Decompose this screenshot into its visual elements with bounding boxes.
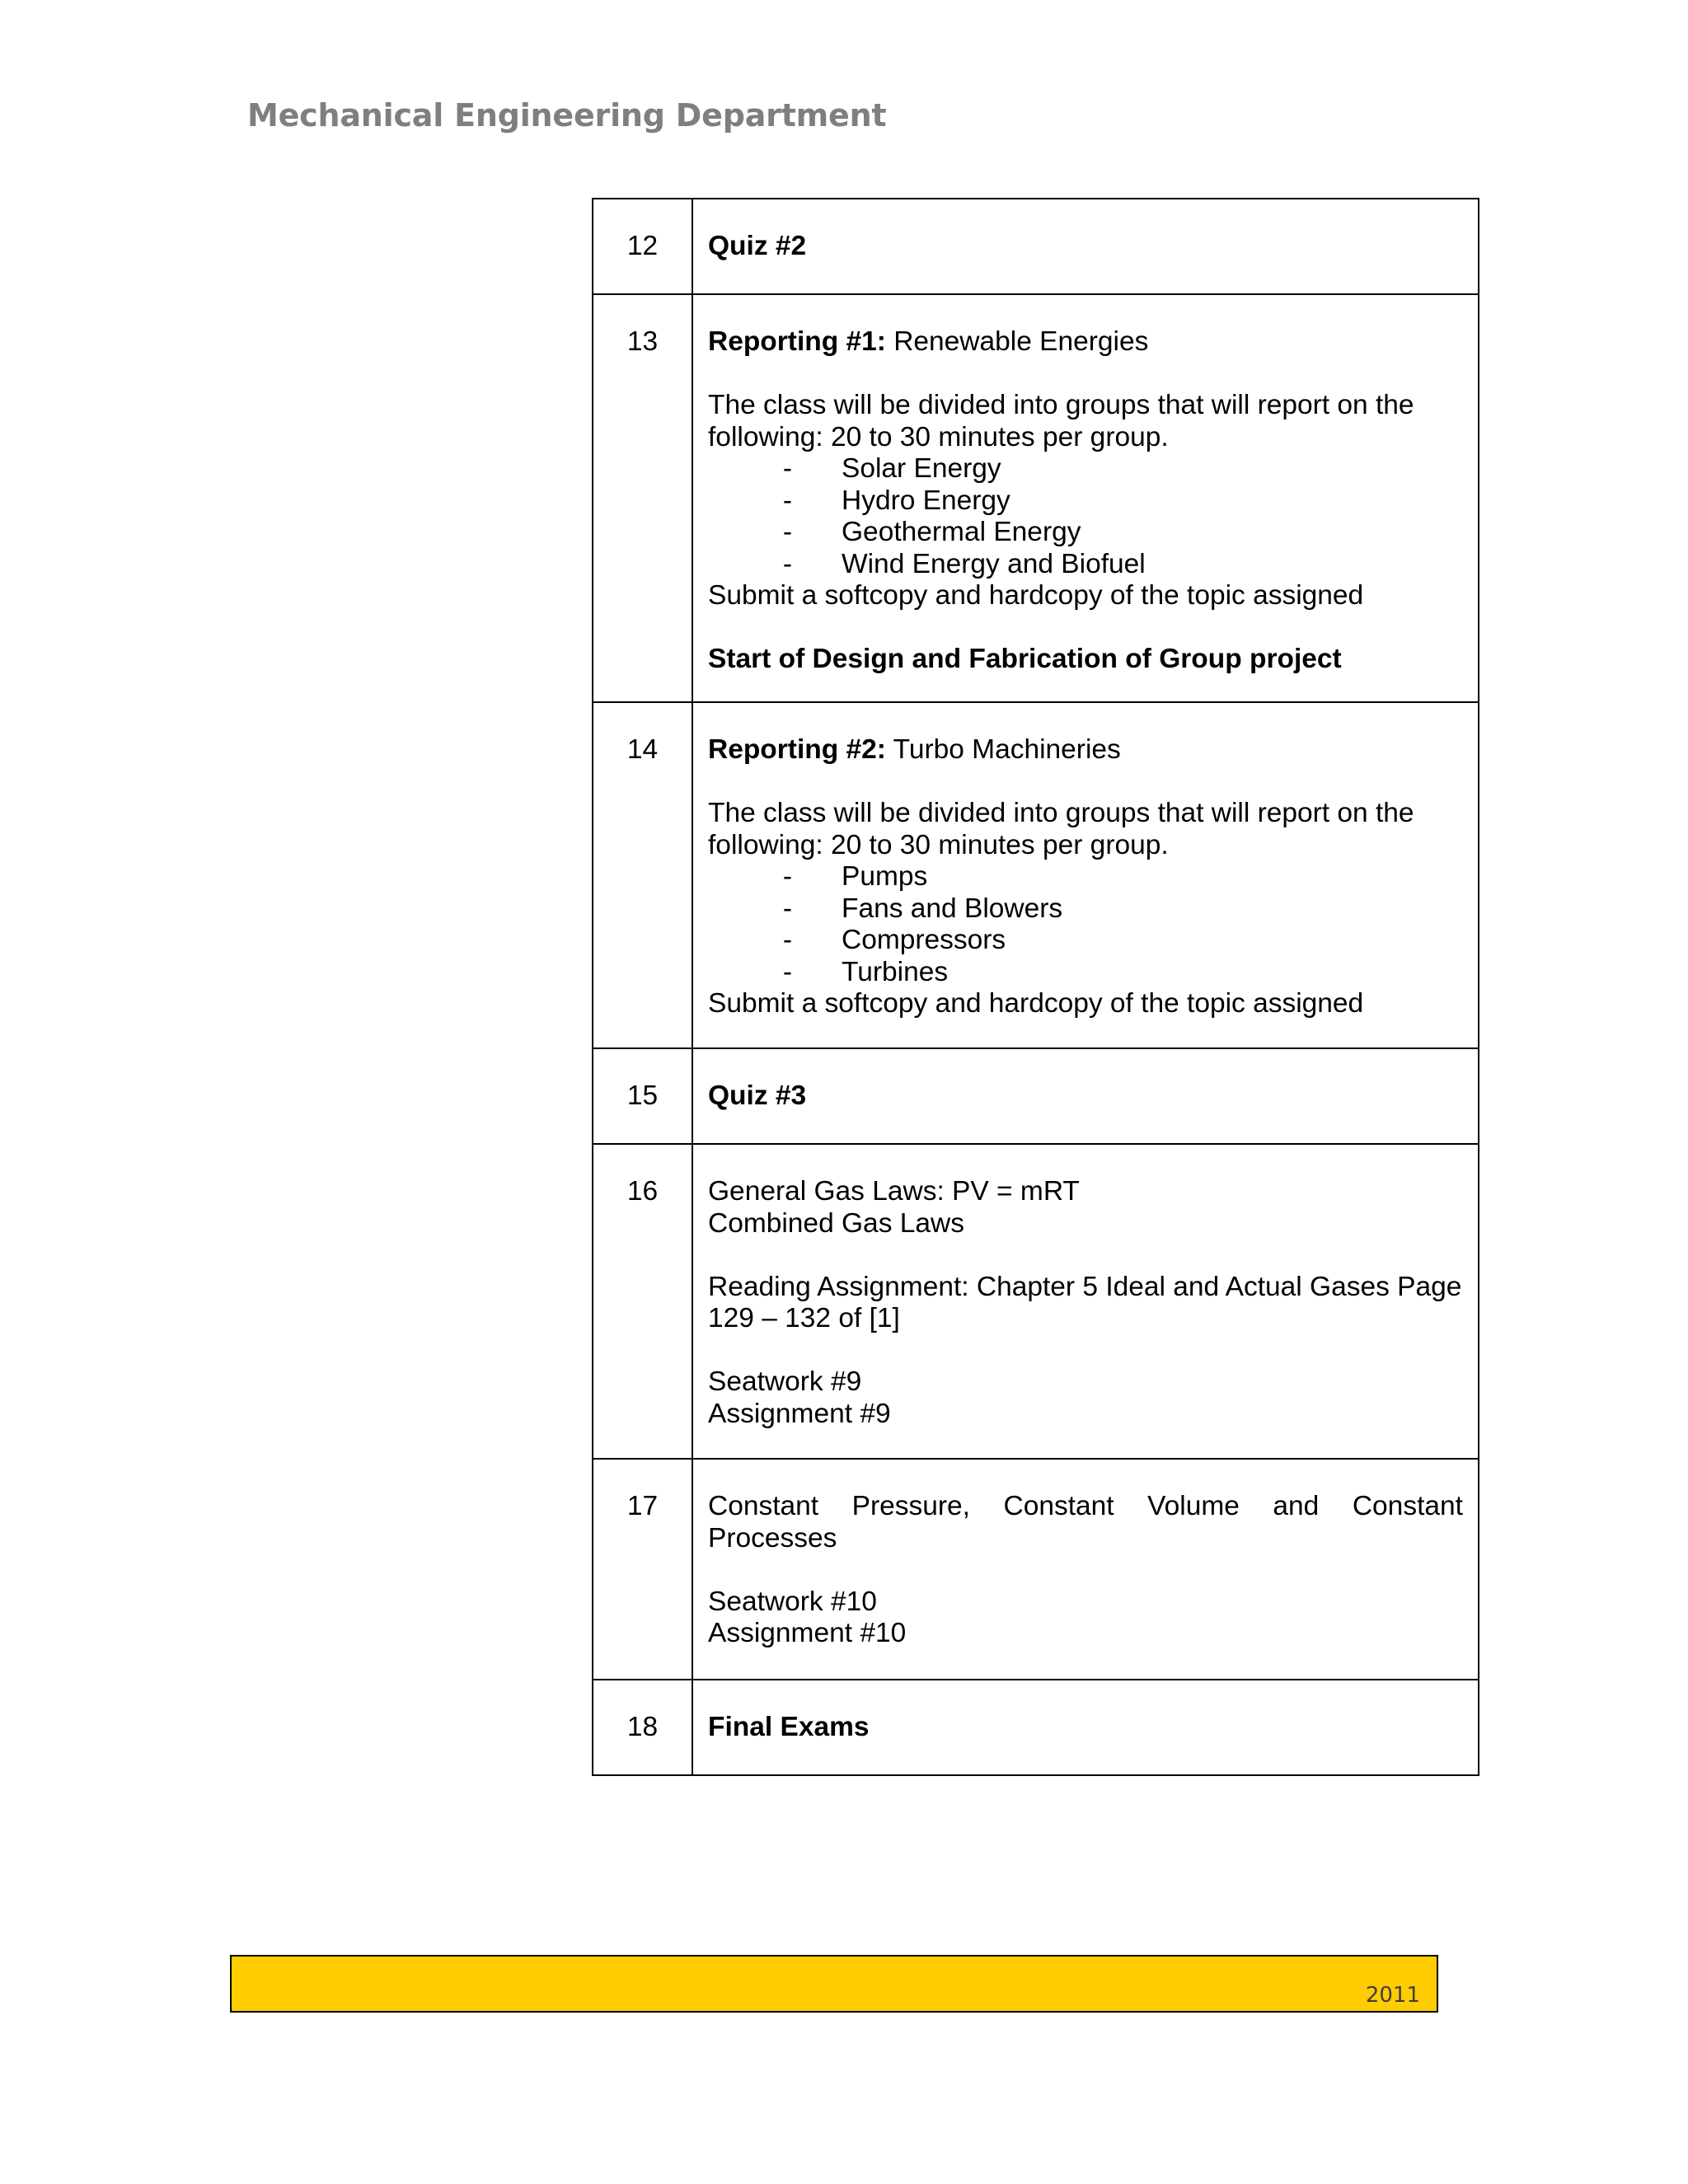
reporting-intro: following: 20 to 30 minutes per group. <box>708 421 1169 452</box>
list-item: - Turbines <box>782 956 949 987</box>
list-item: - Fans and Blowers <box>782 893 1063 924</box>
week-content-cell <box>692 294 1479 702</box>
week-content-cell <box>692 1459 1479 1680</box>
department-header: Mechanical Engineering Department <box>247 97 887 134</box>
list-item: - Hydro Energy <box>782 485 1010 516</box>
week-number-cell: 15 <box>593 1048 692 1144</box>
list-item: - Compressors <box>782 925 1006 955</box>
submit-instruction: Submit a softcopy and hardcopy of the topic assigned <box>708 988 1364 1019</box>
table-row <box>593 294 1479 702</box>
week-content-cell <box>692 199 1479 294</box>
week-content-cell <box>692 1048 1479 1144</box>
exam-title: Final Exams <box>708 1712 870 1742</box>
quiz-title: Quiz #3 <box>708 1080 807 1111</box>
assignment-label: Assignment #10 <box>708 1618 907 1648</box>
topic-line: General Gas Laws: PV = mRT <box>708 1176 1080 1207</box>
project-note: Start of Design and Fabrication of Group project <box>708 644 1342 674</box>
reading-assignment: 129 – 132 of [1] <box>708 1303 900 1333</box>
table-row <box>593 199 1479 294</box>
assignment-label: Assignment #9 <box>708 1398 891 1429</box>
table-row <box>593 702 1479 1048</box>
list-item: - Pumps <box>782 861 928 892</box>
quiz-title: Quiz #2 <box>708 231 807 261</box>
week-number-cell: 14 <box>593 702 692 1048</box>
week-content-cell <box>692 1144 1479 1459</box>
submit-instruction: Submit a softcopy and hardcopy of the topic assigned <box>708 580 1364 611</box>
footer-year: 2011 <box>1365 1983 1420 2008</box>
week-number-cell: 17 <box>593 1459 692 1680</box>
week-number-cell: 12 <box>593 199 692 294</box>
week-number-cell: 13 <box>593 294 692 702</box>
week-content-cell <box>692 1680 1479 1775</box>
week-content-cell <box>692 702 1479 1048</box>
table-row <box>593 1680 1479 1775</box>
reporting-heading: Reporting #1: Renewable Energies <box>708 326 1149 357</box>
reporting-intro: The class will be divided into groups that will report on the <box>708 390 1414 420</box>
seatwork-label: Seatwork #10 <box>708 1586 877 1617</box>
topic-line-justified: Constant Pressure, Constant Volume and Constant <box>708 1491 1463 1521</box>
seatwork-label: Seatwork #9 <box>708 1366 862 1397</box>
course-schedule-table <box>592 198 1479 1776</box>
topic-line: Processes <box>708 1522 837 1554</box>
list-item: - Geothermal Energy <box>782 517 1081 547</box>
table-row <box>593 1048 1479 1144</box>
list-item: - Wind Energy and Biofuel <box>782 548 1146 579</box>
week-number-cell: 18 <box>593 1680 692 1775</box>
topic-line: Combined Gas Laws <box>708 1207 964 1239</box>
list-item: - Solar Energy <box>782 453 1001 484</box>
week-number-cell: 16 <box>593 1144 692 1459</box>
reporting-intro: following: 20 to 30 minutes per group. <box>708 829 1169 860</box>
table-row <box>593 1144 1479 1459</box>
reporting-heading: Reporting #2: Turbo Machineries <box>708 734 1121 765</box>
table-row <box>593 1459 1479 1680</box>
reporting-intro: The class will be divided into groups that will report on the <box>708 798 1414 828</box>
reading-assignment: Reading Assignment: Chapter 5 Ideal and Actual Gases Page <box>708 1271 1462 1302</box>
footer-bar <box>230 1955 1438 2013</box>
